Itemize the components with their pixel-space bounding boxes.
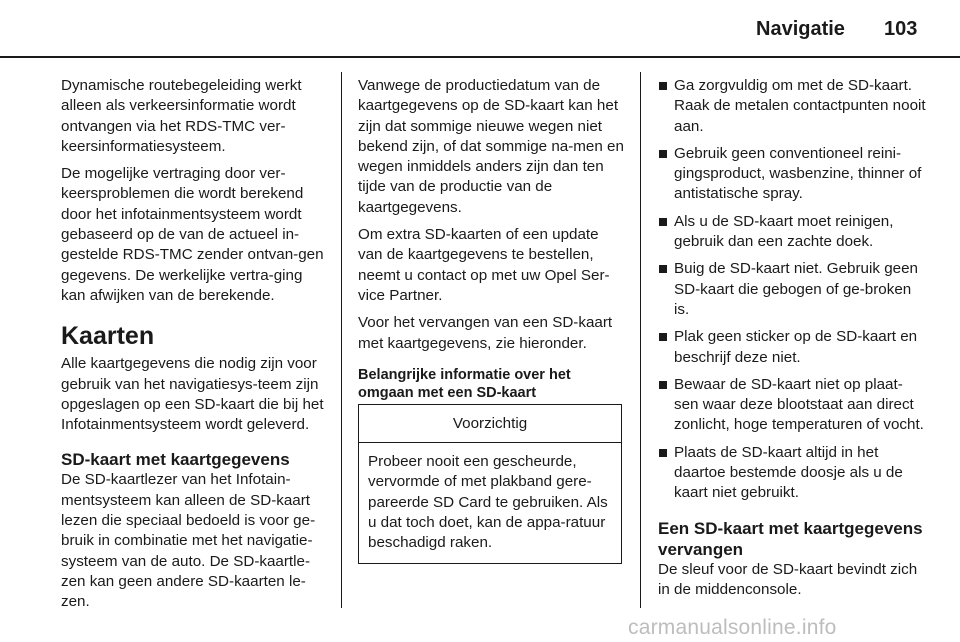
square-bullet-icon [659,265,667,273]
caution-title: Voorzichtig [359,405,621,443]
square-bullet-icon [659,333,667,341]
column-middle [358,76,626,564]
bullet-list [658,76,926,504]
paragraph: De mogelijke vertraging door ver-keersproblemen die wordt berekend door het infotainmentsysteem wordt gebaseerd op de van de actueel in-gestelde RDS-TMC zender ontvan-gen gegevens. De werkelijke vertra-ging kan afwijken van de berekende. [61,165,324,304]
list-item [658,375,926,436]
list-item-text: Plaats de SD-kaart altijd in het daartoe bestemde doosje als u de kaart niet gebruikt. [674,443,903,502]
section-heading-kaarten: Kaarten [61,322,155,351]
list-item [658,212,926,253]
subheading-sd-kaart: SD-kaart met kaartgegevens [61,450,290,470]
list-item-text: Bewaar de SD-kaart niet op plaat-sen waar deze blootstaat aan direct zonlicht, hoge temperaturen of vocht. [674,375,924,434]
caution-box [358,404,622,564]
list-item [658,443,926,504]
page-header-title: Navigatie [756,18,845,40]
paragraph: De sleuf voor de SD-kaart bevindt zich in de middenconsole. [658,560,918,598]
paragraph: Alle kaartgegevens die nodig zijn voor gebruik van het navigatiesys-teem zijn opgeslagen op een SD-kaart die bij het Infotainmentsysteem wordt geleverd. [61,355,324,434]
square-bullet-icon [659,218,667,226]
column-divider-left [341,72,342,608]
square-bullet-icon [659,449,667,457]
page-number: 103 [884,18,918,40]
caution-text: Probeer nooit een gescheurde, vervormde of met plakband gere-pareerde SD Card te gebruiken. Als u dat toch doet, kan de appa-ratuur beschadigd raken. [368,453,608,552]
list-item-text: Plak geen sticker op de SD-kaart en beschrijf deze niet. [674,328,918,366]
square-bullet-icon [659,82,667,90]
list-item-text: Als u de SD-kaart moet reinigen, gebruik dan een zachte doek. [674,212,894,251]
list-item-text: Ga zorgvuldig om met de SD-kaart. Raak de metalen contactpunten nooit aan. [674,77,926,135]
column-divider-right [640,72,641,608]
paragraph: Voor het vervangen van een SD-kaart met kaartgegevens, zie hieronder. [358,314,613,352]
list-item-text: Gebruik geen conventioneel reini-gingsproduct, wasbenzine, thinner of antistatische spray. [674,144,922,203]
subheading-replace-sd: Een SD-kaart met kaartgegevens vervangen [658,518,923,559]
paragraph: Om extra SD-kaarten of een update van de kaartgegevens te bestellen, neemt u contact op met uw Opel Ser-vice Partner. [358,226,610,304]
header-rule [0,56,960,58]
column-left [61,76,331,620]
list-item [658,76,926,137]
list-item [658,144,926,205]
square-bullet-icon [659,150,667,158]
paragraph: Vanwege de productiedatum van de kaartgegevens op de SD-kaart kan het zijn dat sommige nieuwe wegen niet bekend zijn, of dat sommige na-men en wegen inmiddels anders zijn dan ten tijde van de productie van de kaartgegevens. [358,77,624,216]
list-item [658,259,926,320]
list-item [658,327,926,368]
list-item-text: Buig de SD-kaart niet. Gebruik geen SD-kaart die gebogen of ge-broken is. [674,260,918,318]
column-right [658,76,926,607]
paragraph: Dynamische routebegeleiding werkt alleen als verkeersinformatie wordt ontvangen via het RDS-TMC ver-keersinformatiesysteem. [61,77,302,155]
square-bullet-icon [659,381,667,389]
subheading-important-info: Belangrijke informatie over het omgaan met een SD-kaart [358,366,571,401]
watermark: carmanualsonline.info [628,616,837,639]
paragraph: De SD-kaartlezer van het Infotain-mentsysteem kan alleen de SD-kaart lezen die speciaal bedoeld is voor ge-bruik in combinatie met het navigatie-systeem van de auto. De SD-kaartle-zen kan geen andere SD-kaarten le-zen. [61,471,316,611]
